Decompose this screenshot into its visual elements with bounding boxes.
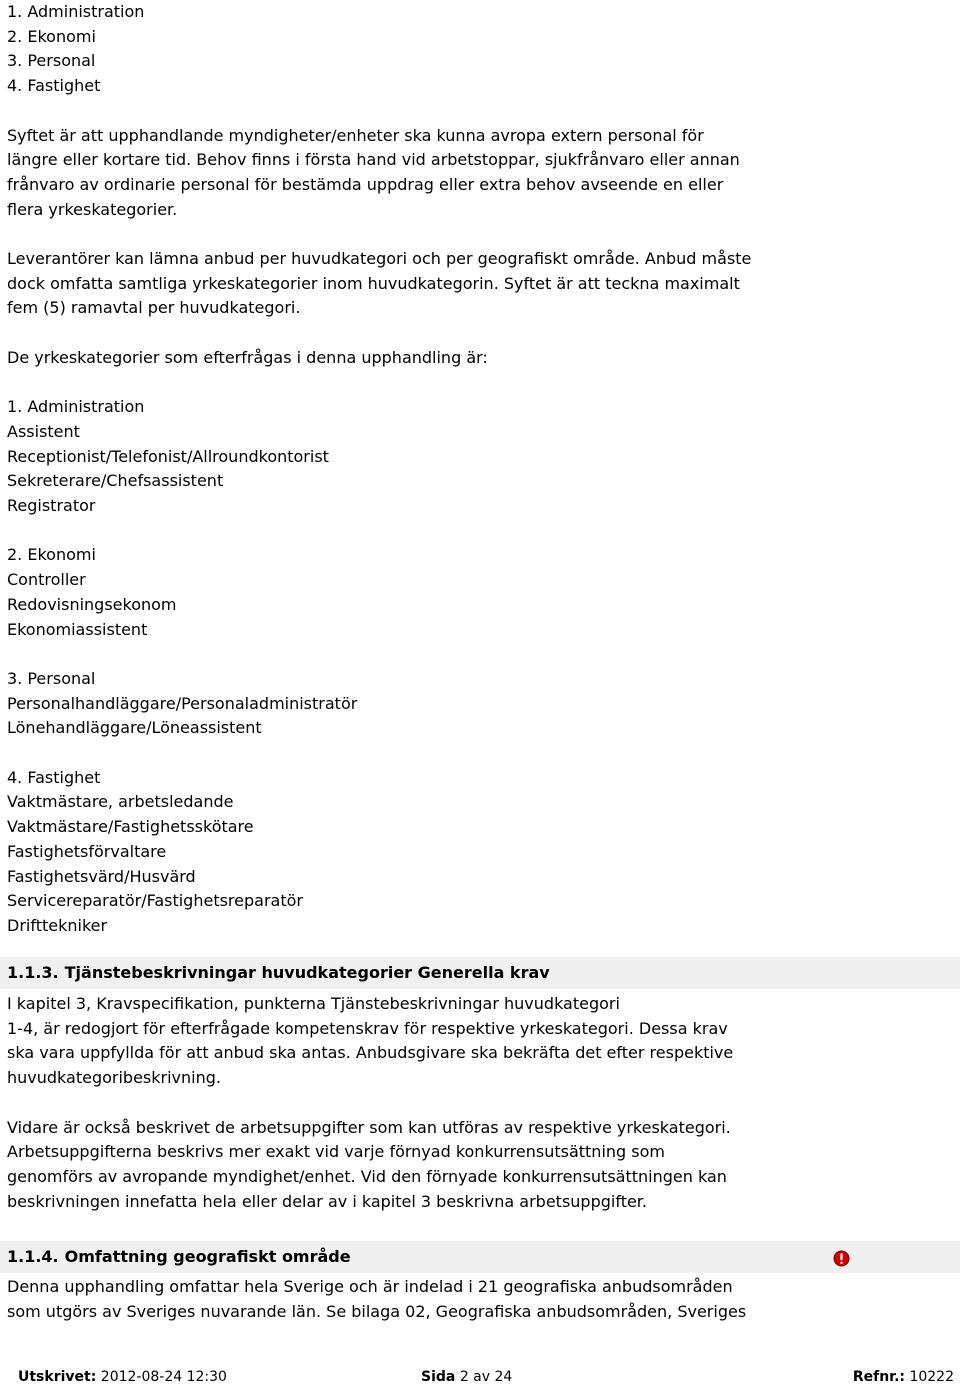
footer-printed xyxy=(18,1367,227,1387)
category-item: Controller xyxy=(7,570,86,590)
category-item: Fastighetsförvaltare xyxy=(7,841,167,861)
categories-intro: De yrkeskategorier som efterfrågas i denna upphandling är: xyxy=(7,347,488,367)
category-item: Receptionist/Telefonist/Allroundkontorist xyxy=(7,446,329,466)
leverantorer-line: fem (5) ramavtal per huvudkategori. xyxy=(7,298,301,318)
section-title: Tjänstebeskrivningar huvudkategorier Generella krav xyxy=(64,963,550,982)
syfte-line: Syftet är att upphandlande myndigheter/enheter ska kunna avropa extern personal för xyxy=(7,125,704,145)
category-item: Ekonomiassistent xyxy=(7,619,148,639)
category-item: Sekreterare/Chefsassistent xyxy=(7,471,224,491)
category-item: Redovisningsekonom xyxy=(7,594,177,614)
intro-list-item: 4. Fastighet xyxy=(7,76,101,96)
category-item: Vaktmästare, arbetsledande xyxy=(7,792,234,812)
section-text-line: Vidare är också beskrivet de arbetsuppgifter som kan utföras av respektive yrkeskategori. xyxy=(7,1117,731,1137)
section-text-line: 1-4, är redogjort för efterfrågade kompetenskrav för respektive yrkeskategori. Dessa krav xyxy=(7,1018,728,1038)
category-title: 3. Personal xyxy=(7,668,96,688)
section-text-line: som utgörs av Sveriges nuvarande län. Se bilaga 02, Geografiska anbudsområden, Sveriges xyxy=(7,1301,747,1321)
category-item: Registrator xyxy=(7,496,96,515)
footer-ref xyxy=(853,1367,954,1387)
section-1-1-3-body xyxy=(7,992,957,1214)
syfte-line: längre eller kortare tid. Behov finns i första hand vid arbetstoppar, sjukfrånvaro eller annan xyxy=(7,150,740,170)
section-title: Omfattning geografiskt område xyxy=(64,1247,351,1266)
footer-ref-value: 10222 xyxy=(909,1369,954,1385)
intro-list-item: 3. Personal xyxy=(7,51,96,71)
footer-printed-value: 2012-08-24 12:30 xyxy=(100,1369,227,1385)
footer-ref-label: Refnr.: xyxy=(852,1369,905,1385)
leverantorer-line: Leverantörer kan lämna anbud per huvudkategori och per geografiskt område. Anbud måste xyxy=(7,249,752,268)
category-title: 4. Fastighet xyxy=(7,767,101,787)
footer-printed-label: Utskrivet: xyxy=(18,1369,97,1385)
category-item: Lönehandläggare/Löneassistent xyxy=(7,718,262,738)
section-heading-1-1-4 xyxy=(0,1241,960,1273)
document-body xyxy=(7,0,957,939)
category-item: Fastighetsvärd/Husvärd xyxy=(7,866,196,886)
warning-icon[interactable] xyxy=(833,1250,850,1267)
footer-page xyxy=(421,1367,512,1387)
category-item: Assistent xyxy=(7,421,80,441)
syfte-line: frånvaro av ordinarie personal för bestämda uppdrag eller extra behov avseende en eller xyxy=(7,174,724,194)
category-title: 2. Ekonomi xyxy=(7,545,96,565)
category-item: Vaktmästare/Fastighetsskötare xyxy=(7,817,254,837)
section-text-line: Arbetsuppgifterna beskrivs mer exakt vid varje förnyad konkurrensutsättning som xyxy=(7,1142,665,1162)
section-text-line: I kapitel 3, Kravspecifikation, punkterna Tjänstebeskrivningar huvudkategori xyxy=(7,994,620,1013)
leverantorer-line: dock omfatta samtliga yrkeskategorier inom huvudkategorin. Syftet är att teckna maximalt xyxy=(7,273,740,293)
section-text-line: Denna upphandling omfattar hela Sverige och är indelad i 21 geografiska anbudsområden xyxy=(7,1277,733,1296)
category-item: Servicereparatör/Fastighetsreparatör xyxy=(7,891,303,911)
syfte-line: flera yrkeskategorier. xyxy=(7,199,178,219)
section-number: 1.1.3. xyxy=(7,963,59,982)
page-footer xyxy=(0,1367,960,1387)
category-item: Personalhandläggare/Personaladministratör xyxy=(7,693,358,713)
intro-list-item: 1. Administration xyxy=(7,2,145,21)
section-number: 1.1.4. xyxy=(7,1247,59,1266)
section-text-line: beskrivningen innefatta hela eller delar av i kapitel 3 beskrivna arbetsuppgifter. xyxy=(7,1191,647,1211)
section-text-line: genomförs av avropande myndighet/enhet. Vid den förnyade konkurrensutsättningen kan xyxy=(7,1166,727,1186)
section-heading-1-1-3 xyxy=(0,957,960,989)
category-title: 1. Administration xyxy=(7,397,145,417)
category-item: Drifttekniker xyxy=(7,915,108,935)
section-1-1-4-body xyxy=(7,1275,957,1324)
footer-page-value: 2 av 24 xyxy=(459,1369,513,1385)
section-text-line: huvudkategoribeskrivning. xyxy=(7,1068,221,1088)
intro-list-item: 2. Ekonomi xyxy=(7,26,96,46)
section-text-line: ska vara uppfyllda för att anbud ska antas. Anbudsgivare ska bekräfta det efter respektive xyxy=(7,1043,734,1063)
footer-page-label: Sida xyxy=(421,1369,456,1385)
